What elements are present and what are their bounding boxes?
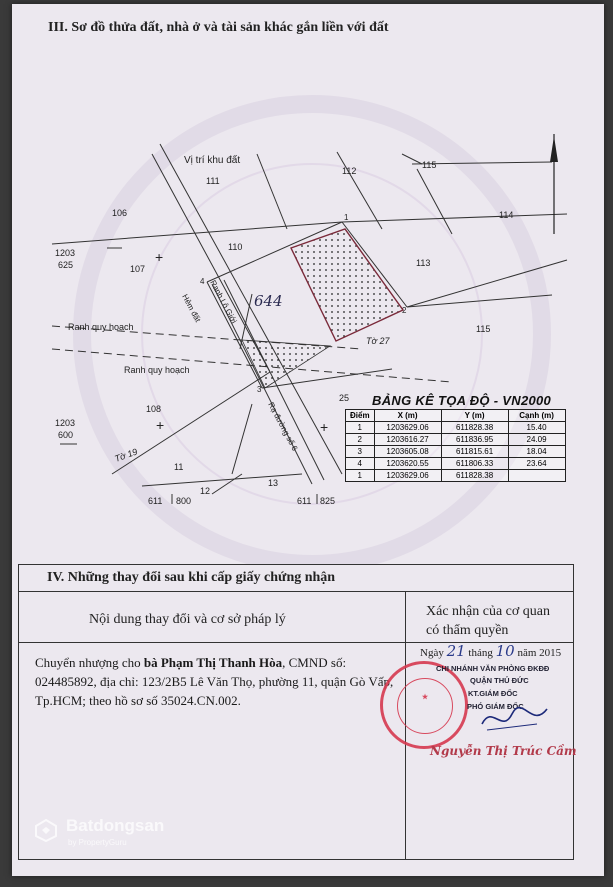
handwritten-signature xyxy=(477,694,557,744)
date-month-label: tháng xyxy=(468,647,493,659)
parcel-644-shape xyxy=(291,229,403,341)
vertex-1: 1 xyxy=(344,213,349,222)
alley-label: Hẻm đất xyxy=(180,292,203,324)
parcel-label-107: 107 xyxy=(130,264,146,274)
table-row xyxy=(346,446,566,458)
table-row xyxy=(346,458,566,470)
background-seal xyxy=(82,104,542,564)
coord-col-point: Điểm xyxy=(346,410,375,422)
plus-mark: + xyxy=(320,419,329,435)
coord-table xyxy=(345,409,566,482)
change-text-details: , CMND số: 024485892, địa chỉ: 123/2B5 Lê Văn Thọ, phường 11, quận Gò Vấp, Tp.HCM; theo hồ sơ số 35024.CN.002. xyxy=(35,655,394,708)
stamp-inner-ring xyxy=(397,678,453,734)
table-row xyxy=(346,470,566,482)
change-text-prefix: Chuyển nhượng cho xyxy=(35,655,144,670)
parcel-label-113: 113 xyxy=(416,258,431,268)
parcel-label-108: 108 xyxy=(146,404,162,414)
date-year: năm 2015 xyxy=(517,647,562,659)
coord-table-title: BẢNG KÊ TỌA ĐỘ - VN2000 xyxy=(372,393,552,408)
cell: 23.64 xyxy=(508,458,565,470)
bottom-coord-right: 611 xyxy=(297,496,312,506)
planning-boundary-label-1: Ranh quy hoạch xyxy=(68,322,134,332)
parcel-label-115a: 115 xyxy=(422,160,437,170)
table-row xyxy=(346,422,566,434)
bottom-coord-right2: 825 xyxy=(320,496,336,506)
change-entry xyxy=(35,653,395,710)
watermark-brand: Batdongsan xyxy=(66,816,165,835)
stamp-star-icon: ★ xyxy=(421,694,429,701)
signer-name: Nguyễn Thị Trúc Cầm xyxy=(430,744,577,758)
changes-column-label: Nội dung thay đổi và cơ sở pháp lý xyxy=(89,612,286,627)
bottom-coord-left2: 800 xyxy=(176,496,192,506)
confirmation-date xyxy=(420,642,561,660)
cell: 1203629.06 xyxy=(374,422,441,434)
vertex-2: 2 xyxy=(402,306,407,315)
parcel-label-106: 106 xyxy=(112,208,128,218)
changes-column-header xyxy=(19,592,406,643)
cell: 611828.38 xyxy=(441,422,508,434)
coord-col-y: Y (m) xyxy=(441,410,508,422)
sheet-label-27: Tờ 27 xyxy=(366,336,390,346)
cell: 1 xyxy=(346,422,375,434)
cell: 15.40 xyxy=(508,422,565,434)
parcel-number: 644 xyxy=(254,292,283,310)
road-setback-shape xyxy=(242,340,330,388)
cell: 1203605.08 xyxy=(374,446,441,458)
date-month: 10 xyxy=(495,642,515,660)
transferee-name: bà Phạm Thị Thanh Hòa xyxy=(143,655,283,670)
parcel-label-115b: 115 xyxy=(476,324,491,334)
cell: 611828.38 xyxy=(441,470,508,482)
cell: 611836.95 xyxy=(441,434,508,446)
office-line-1: CHI NHÁNH VĂN PHÒNG ĐKĐĐ xyxy=(436,664,550,673)
parcel-label-13: 13 xyxy=(268,478,279,488)
left-coord-top: 1203 xyxy=(55,248,76,258)
table-row xyxy=(346,434,566,446)
office-line-2: QUẬN THỦ ĐỨC xyxy=(470,676,529,685)
sheet-label-19: Tờ 19 xyxy=(113,446,139,464)
north-arrow-icon xyxy=(550,134,558,234)
plus-mark: + xyxy=(156,417,165,433)
confirmation-column-label: Xác nhận của cơ quan có thẩm quyền xyxy=(426,604,551,638)
section4-header xyxy=(19,565,573,592)
section4-title: IV. Những thay đổi sau khi cấp giấy chứng nhận xyxy=(47,570,336,585)
watermark-sub: by PropertyGuru xyxy=(68,838,127,847)
vertex-4: 4 xyxy=(200,277,205,286)
planning-boundary-label-2: Ranh quy hoạch xyxy=(124,365,190,375)
parcel-label-11: 11 xyxy=(174,462,184,472)
left-coord-bottom: 625 xyxy=(58,260,74,270)
cell: 18.04 xyxy=(508,446,565,458)
coord-col-edge: Cạnh (m) xyxy=(508,410,565,422)
left-coord2-top: 1203 xyxy=(55,418,76,428)
parcel-label-114: 114 xyxy=(499,210,514,220)
cell: 1203629.06 xyxy=(374,470,441,482)
watermark-logo-icon xyxy=(34,818,58,842)
cell: 611806.33 xyxy=(441,458,508,470)
cell: 1 xyxy=(346,470,375,482)
confirmation-column-header xyxy=(406,592,573,643)
left-coord2-bottom: 600 xyxy=(58,430,74,440)
cell: 2 xyxy=(346,434,375,446)
bottom-coord-left: 611 xyxy=(148,496,163,506)
cell xyxy=(508,470,565,482)
parcel-label-110: 110 xyxy=(228,242,243,252)
date-prefix: Ngày xyxy=(420,647,444,659)
location-label: Vị trí khu đất xyxy=(184,155,241,166)
date-day: 21 xyxy=(446,642,466,660)
parcel-label-112: 112 xyxy=(342,166,357,176)
cell: 4 xyxy=(346,458,375,470)
parcel-label-111: 111 xyxy=(206,176,220,186)
parcel-label-12: 12 xyxy=(200,486,211,496)
cell: 24.09 xyxy=(508,434,565,446)
coord-table-header-row xyxy=(346,410,566,422)
cell: 1203616.27 xyxy=(374,434,441,446)
plus-mark: + xyxy=(155,249,164,265)
cell: 3 xyxy=(346,446,375,458)
parcel-label-25: 25 xyxy=(339,393,350,403)
office-line-3: KT.GIÁM ĐỐC xyxy=(468,689,518,698)
cell: 1203620.55 xyxy=(374,458,441,470)
road-label: Rạ đường số 6 xyxy=(266,400,300,453)
office-line-4: PHÓ GIÁM ĐỐC xyxy=(467,702,524,711)
certificate-page xyxy=(12,4,604,876)
cell: 611815.61 xyxy=(441,446,508,458)
section3-heading: III. Sơ đồ thửa đất, nhà ở và tài sản khác gắn liền với đất xyxy=(48,20,389,35)
coord-col-x: X (m) xyxy=(374,410,441,422)
vertex-3: 3 xyxy=(257,385,262,394)
official-stamp xyxy=(380,661,468,749)
boundary-label: Ranh Lô Giới xyxy=(208,278,239,325)
